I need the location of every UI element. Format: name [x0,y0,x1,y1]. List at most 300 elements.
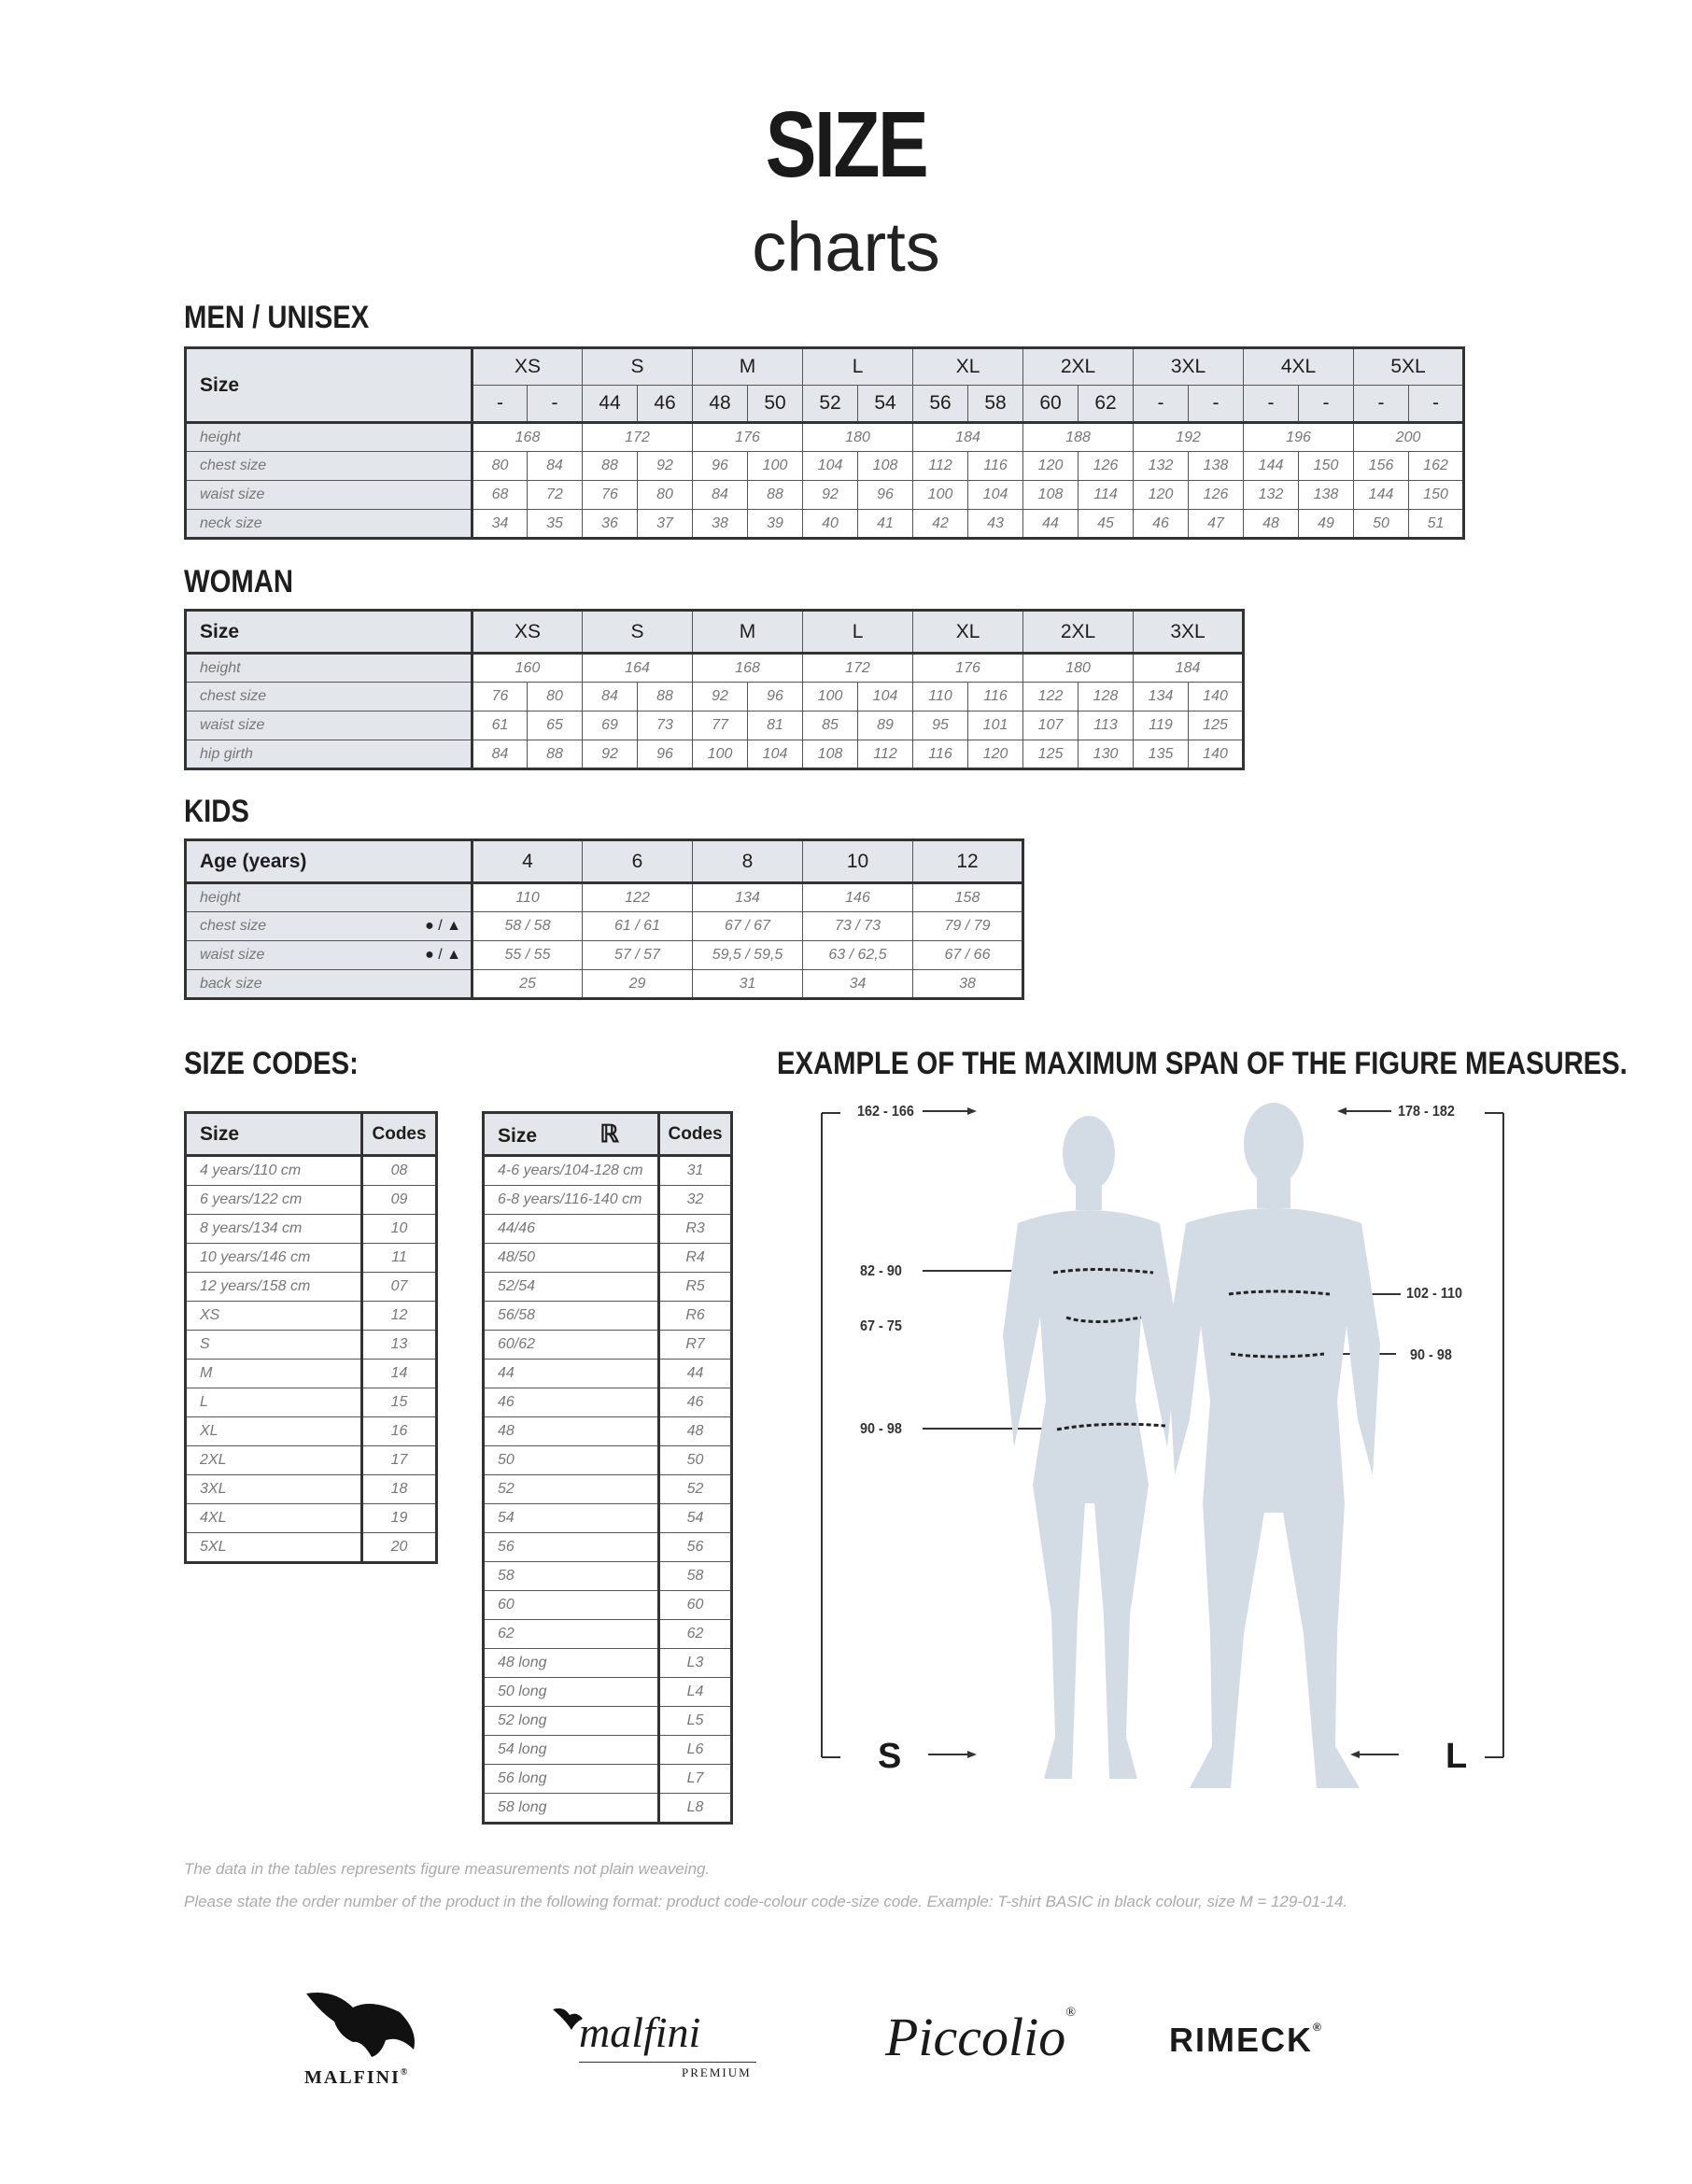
men-height-value: 180 [803,423,913,452]
kids-age-header: 6 [583,840,693,883]
kids-age-header: 4 [472,840,583,883]
men-eu-size: 48 [693,386,748,423]
men-value: 120 [1134,481,1189,510]
men-eu-size: - [1134,386,1189,423]
men-value: 46 [1134,510,1189,539]
woman-value: 73 [638,712,693,740]
woman-value: 100 [803,683,858,712]
men-value: 132 [1134,452,1189,481]
woman-value: 120 [968,740,1023,769]
men-size-header: 2XL [1023,348,1134,386]
malfini-premium-logo [551,2006,775,2090]
piccolio-registered: ® [1065,2006,1076,2020]
woman-height-value: 168 [693,654,803,683]
footnote-2: Please state the order number of the product in the following format: product code-colour code-size code. Example: T-shirt BASIC in black colour, size M = 129-01-14. [184,1893,1348,1910]
codes1-code-cell: 09 [362,1185,437,1214]
kids-size-table [184,838,1024,1000]
woman-size-header: XL [913,611,1023,654]
codes1-size-cell: S [186,1330,362,1359]
codes2-codes-header: Codes [659,1113,732,1156]
woman-row-label: chest size [186,683,472,712]
codes1-size-cell: 4XL [186,1503,362,1532]
page-subtitle: charts [752,208,940,286]
men-value: 39 [748,510,803,539]
codes2-size-cell: 58 [484,1561,659,1590]
codes1-size-header: Size [186,1113,362,1156]
kids-value: 110 [472,883,583,912]
kids-row-label [186,912,472,941]
woman-value: 128 [1079,683,1134,712]
kids-row-label: height [186,883,472,912]
men-value: 100 [913,481,968,510]
woman-value: 84 [472,740,528,769]
men-value: 100 [748,452,803,481]
codes2-code-cell: 56 [659,1532,732,1561]
codes2-size-cell: 54 [484,1503,659,1532]
malfini-logo-text: MALFINI [304,2067,401,2088]
men-value: 138 [1299,481,1354,510]
woman-value: 119 [1134,712,1189,740]
piccolio-logo-text: Piccolio [885,2007,1066,2067]
men-row-label: chest size [186,452,472,481]
men-height-value: 176 [693,423,803,452]
kids-value: 146 [803,883,913,912]
men-value: 150 [1299,452,1354,481]
woman-value: 92 [693,683,748,712]
eagle-icon [297,1984,428,2059]
woman-size-header: XS [472,611,583,654]
kids-value: 67 / 67 [693,912,803,941]
kids-age-header: 8 [693,840,803,883]
codes2-code-cell: L6 [659,1735,732,1764]
men-value: 36 [583,510,638,539]
men-height-value: 200 [1354,423,1464,452]
codes2-code-cell: 50 [659,1445,732,1474]
men-height-value: 196 [1244,423,1354,452]
men-eu-size: 44 [583,386,638,423]
codes2-code-cell: L5 [659,1706,732,1735]
codes2-size-cell: 6-8 years/116-140 cm [484,1185,659,1214]
woman-value: 77 [693,712,748,740]
woman-value: 92 [583,740,638,769]
woman-height-value: 164 [583,654,693,683]
men-value: 156 [1354,452,1409,481]
gender-icon [425,947,461,964]
codes2-size-cell: 56 [484,1532,659,1561]
men-value: 104 [968,481,1023,510]
kids-value: 38 [913,970,1023,999]
men-height-value: 192 [1134,423,1244,452]
woman-value: 125 [1023,740,1079,769]
codes1-code-cell: 08 [362,1156,437,1186]
men-value: 47 [1189,510,1244,539]
girl-icon: ▲ [446,947,461,963]
men-eu-size: - [1244,386,1299,423]
men-value: 114 [1079,481,1134,510]
men-eu-size: 60 [1023,386,1079,423]
men-value: 144 [1354,481,1409,510]
men-value: 138 [1189,452,1244,481]
woman-value: 96 [638,740,693,769]
men-value: 132 [1244,481,1299,510]
woman-value: 116 [913,740,968,769]
woman-hip-label: 90 - 98 [860,1421,902,1437]
men-eu-size: 52 [803,386,858,423]
men-value: 108 [1023,481,1079,510]
men-value: 162 [1409,452,1464,481]
woman-value: 122 [1023,683,1079,712]
kids-value: 58 / 58 [472,912,583,941]
kids-value: 59,5 / 59,5 [693,941,803,970]
men-value: 88 [583,452,638,481]
men-eu-size: - [1354,386,1409,423]
woman-chest-label: 82 - 90 [860,1263,902,1279]
codes2-size-cell: 54 long [484,1735,659,1764]
codes2-code-cell: R3 [659,1214,732,1243]
men-eu-size: 56 [913,386,968,423]
codes2-size-cell: 62 [484,1619,659,1648]
woman-size-table [184,609,1245,770]
kids-value: 158 [913,883,1023,912]
men-value: 92 [803,481,858,510]
men-size-header: L [803,348,913,386]
woman-value: 135 [1134,740,1189,769]
woman-size-header: S [583,611,693,654]
codes2-size-header [484,1113,659,1156]
woman-size-header: L [803,611,913,654]
men-value: 51 [1409,510,1464,539]
rimeck-r-icon: ℝ [593,1120,619,1148]
codes1-code-cell: 19 [362,1503,437,1532]
codes1-code-cell: 12 [362,1301,437,1330]
men-value: 72 [528,481,583,510]
men-eu-size: 54 [858,386,913,423]
kids-value: 79 / 79 [913,912,1023,941]
kids-row-label [186,941,472,970]
woman-height-value: 160 [472,654,583,683]
codes2-size-cell: 50 long [484,1677,659,1706]
woman-value: 65 [528,712,583,740]
men-size-header: S [583,348,693,386]
codes2-code-cell: 62 [659,1619,732,1648]
kids-value: 134 [693,883,803,912]
men-value: 38 [693,510,748,539]
codes1-size-cell: 4 years/110 cm [186,1156,362,1186]
men-value: 50 [1354,510,1409,539]
codes1-size-cell: 2XL [186,1445,362,1474]
malfini-logo [297,1984,437,2096]
codes2-code-cell: 52 [659,1474,732,1503]
woman-value: 81 [748,712,803,740]
men-value: 104 [803,452,858,481]
men-eu-size: 50 [748,386,803,423]
codes1-size-cell: 3XL [186,1474,362,1503]
men-value: 49 [1299,510,1354,539]
woman-value: 100 [693,740,748,769]
malfini-premium-sub: PREMIUM [682,2065,752,2079]
men-value: 116 [968,452,1023,481]
men-size-header: XS [472,348,583,386]
woman-row-label: waist size [186,712,472,740]
men-value: 96 [858,481,913,510]
codes1-code-cell: 20 [362,1532,437,1562]
woman-height-value: 172 [803,654,913,683]
codes2-code-cell: R5 [659,1272,732,1301]
codes2-size-cell: 52/54 [484,1272,659,1301]
codes2-size-cell: 52 [484,1474,659,1503]
size-codes-heading: SIZE CODES: [184,1046,359,1081]
codes2-code-cell: R7 [659,1330,732,1359]
kids-value: 57 / 57 [583,941,693,970]
kids-value: 61 / 61 [583,912,693,941]
men-eu-size: - [528,386,583,423]
woman-value: 113 [1079,712,1134,740]
kids-value: 25 [472,970,583,999]
men-value: 126 [1079,452,1134,481]
codes2-size-cell: 48/50 [484,1243,659,1272]
size-header-text: Size [498,1125,538,1147]
codes1-size-cell: 12 years/158 cm [186,1272,362,1301]
codes2-size-cell: 60 [484,1590,659,1619]
gender-icon [425,918,461,935]
men-value: 84 [528,452,583,481]
codes1-size-cell: XL [186,1416,362,1445]
woman-row-label: height [186,654,472,683]
kids-value: 55 / 55 [472,941,583,970]
rimeck-logo [1169,2021,1323,2060]
woman-height-value: 184 [1134,654,1244,683]
codes1-size-cell: 5XL [186,1532,362,1562]
codes1-code-cell: 15 [362,1388,437,1416]
men-value: 76 [583,481,638,510]
woman-value: 125 [1189,712,1244,740]
gender-separator: / [433,918,447,934]
men-row-label: height [186,423,472,452]
woman-value: 140 [1189,740,1244,769]
men-eu-size: - [1189,386,1244,423]
woman-size-header: M [693,611,803,654]
men-value: 144 [1244,452,1299,481]
codes2-size-cell: 46 [484,1388,659,1416]
footnote-1: The data in the tables represents figure measurements not plain weaveing. [184,1860,711,1878]
codes2-size-cell: 56/58 [484,1301,659,1330]
codes2-size-cell: 44 [484,1359,659,1388]
boy-icon: ● [425,918,434,934]
woman-value: 104 [748,740,803,769]
men-value: 126 [1189,481,1244,510]
men-row-label: neck size [186,510,472,539]
men-height-value: 168 [472,423,583,452]
codes1-code-cell: 16 [362,1416,437,1445]
men-eu-size: 58 [968,386,1023,423]
codes2-code-cell: 31 [659,1156,732,1186]
men-size-header: XL [913,348,1023,386]
size-l-label: L [1445,1737,1468,1776]
men-eu-size: 62 [1079,386,1134,423]
men-value: 43 [968,510,1023,539]
codes1-code-cell: 07 [362,1272,437,1301]
codes2-size-cell: 52 long [484,1706,659,1735]
codes2-code-cell: R4 [659,1243,732,1272]
gender-separator: / [433,947,447,963]
woman-value: 76 [472,683,528,712]
codes2-code-cell: 46 [659,1388,732,1416]
codes2-code-cell: 44 [659,1359,732,1388]
kids-row-label: back size [186,970,472,999]
woman-waist-label: 67 - 75 [860,1318,902,1334]
men-height-value: 184 [913,423,1023,452]
men-value: 48 [1244,510,1299,539]
codes1-size-cell: XS [186,1301,362,1330]
kids-value: 63 / 62,5 [803,941,913,970]
kids-age-header: 12 [913,840,1023,883]
kids-value: 73 / 73 [803,912,913,941]
woman-size-label: Size [186,611,472,654]
men-value: 80 [638,481,693,510]
men-eu-size: - [472,386,528,423]
men-value: 88 [748,481,803,510]
men-eu-size: - [1409,386,1464,423]
codes2-size-cell: 60/62 [484,1330,659,1359]
men-value: 35 [528,510,583,539]
men-value: 34 [472,510,528,539]
kids-row-label-text: waist size [200,947,265,963]
men-value: 41 [858,510,913,539]
man-chest-label: 102 - 110 [1406,1286,1463,1302]
kids-value: 31 [693,970,803,999]
men-size-header: 5XL [1354,348,1464,386]
rimeck-size-codes-table [482,1111,733,1825]
woman-value: 85 [803,712,858,740]
codes2-code-cell: 48 [659,1416,732,1445]
codes1-code-cell: 18 [362,1474,437,1503]
woman-value: 96 [748,683,803,712]
woman-size-header: 3XL [1134,611,1244,654]
men-eu-size: 46 [638,386,693,423]
men-row-label: waist size [186,481,472,510]
figure-illustration [812,1092,1522,1802]
kids-value: 29 [583,970,693,999]
woman-height-value: 180 [1023,654,1134,683]
malfini-registered: ® [400,2067,410,2078]
kids-heading: KIDS [184,794,249,829]
page-title: SIZE [765,92,927,197]
girl-icon: ▲ [446,918,461,934]
malfini-premium-script: malfini [579,2008,701,2056]
woman-height-value: 176 [913,654,1023,683]
woman-value: 134 [1134,683,1189,712]
woman-value: 80 [528,683,583,712]
kids-age-header: 10 [803,840,913,883]
woman-value: 140 [1189,683,1244,712]
woman-value: 84 [583,683,638,712]
codes1-codes-header: Codes [362,1113,437,1156]
codes1-code-cell: 11 [362,1243,437,1272]
woman-heading: WOMAN [184,564,293,599]
men-value: 45 [1079,510,1134,539]
codes1-code-cell: 17 [362,1445,437,1474]
men-eu-size: - [1299,386,1354,423]
woman-value: 110 [913,683,968,712]
figure-heading: EXAMPLE OF THE MAXIMUM SPAN OF THE FIGURE MEASURES. [777,1046,1628,1081]
boy-icon: ● [425,947,434,963]
codes1-size-cell: 8 years/134 cm [186,1214,362,1243]
woman-size-header: 2XL [1023,611,1134,654]
codes1-size-cell: 6 years/122 cm [186,1185,362,1214]
men-value: 84 [693,481,748,510]
codes2-code-cell: R6 [659,1301,732,1330]
woman-value: 130 [1079,740,1134,769]
woman-value: 107 [1023,712,1079,740]
woman-value: 108 [803,740,858,769]
woman-value: 88 [528,740,583,769]
codes2-code-cell: 60 [659,1590,732,1619]
woman-value: 89 [858,712,913,740]
codes2-code-cell: 32 [659,1185,732,1214]
codes2-code-cell: L4 [659,1677,732,1706]
men-size-label: Size [186,348,472,423]
codes2-code-cell: L8 [659,1793,732,1823]
men-value: 150 [1409,481,1464,510]
rimeck-logo-text: RIMECK [1169,2021,1313,2059]
codes2-size-cell: 44/46 [484,1214,659,1243]
codes1-code-cell: 10 [362,1214,437,1243]
codes1-code-cell: 13 [362,1330,437,1359]
kids-value: 122 [583,883,693,912]
codes2-size-cell: 4-6 years/104-128 cm [484,1156,659,1186]
codes2-size-cell: 58 long [484,1793,659,1823]
codes2-size-cell: 50 [484,1445,659,1474]
codes2-code-cell: 58 [659,1561,732,1590]
men-value: 112 [913,452,968,481]
codes2-code-cell: L7 [659,1764,732,1793]
man-figure [1167,1103,1380,1788]
men-size-header: 4XL [1244,348,1354,386]
codes2-size-cell: 48 [484,1416,659,1445]
woman-value: 61 [472,712,528,740]
woman-value: 88 [638,683,693,712]
woman-figure [1003,1116,1178,1779]
woman-value: 101 [968,712,1023,740]
codes1-size-cell: 10 years/146 cm [186,1243,362,1272]
men-value: 44 [1023,510,1079,539]
woman-value: 116 [968,683,1023,712]
kids-row-label-text: chest size [200,918,267,934]
woman-height-label: 162 - 166 [857,1104,914,1120]
kids-value: 67 / 66 [913,941,1023,970]
woman-row-label: hip girth [186,740,472,769]
men-size-header: M [693,348,803,386]
men-value: 40 [803,510,858,539]
codes1-size-cell: L [186,1388,362,1416]
codes2-code-cell: L3 [659,1648,732,1677]
men-value: 96 [693,452,748,481]
men-height-value: 188 [1023,423,1134,452]
codes2-size-cell: 48 long [484,1648,659,1677]
codes1-code-cell: 14 [362,1359,437,1388]
men-height-value: 172 [583,423,693,452]
men-size-header: 3XL [1134,348,1244,386]
codes2-code-cell: 54 [659,1503,732,1532]
woman-value: 69 [583,712,638,740]
men-size-table [184,346,1465,540]
rimeck-registered: ® [1313,2021,1323,2034]
kids-value: 34 [803,970,913,999]
kids-age-label: Age (years) [186,840,472,883]
men-value: 92 [638,452,693,481]
man-height-label: 178 - 182 [1398,1104,1455,1120]
codes2-size-cell: 56 long [484,1764,659,1793]
